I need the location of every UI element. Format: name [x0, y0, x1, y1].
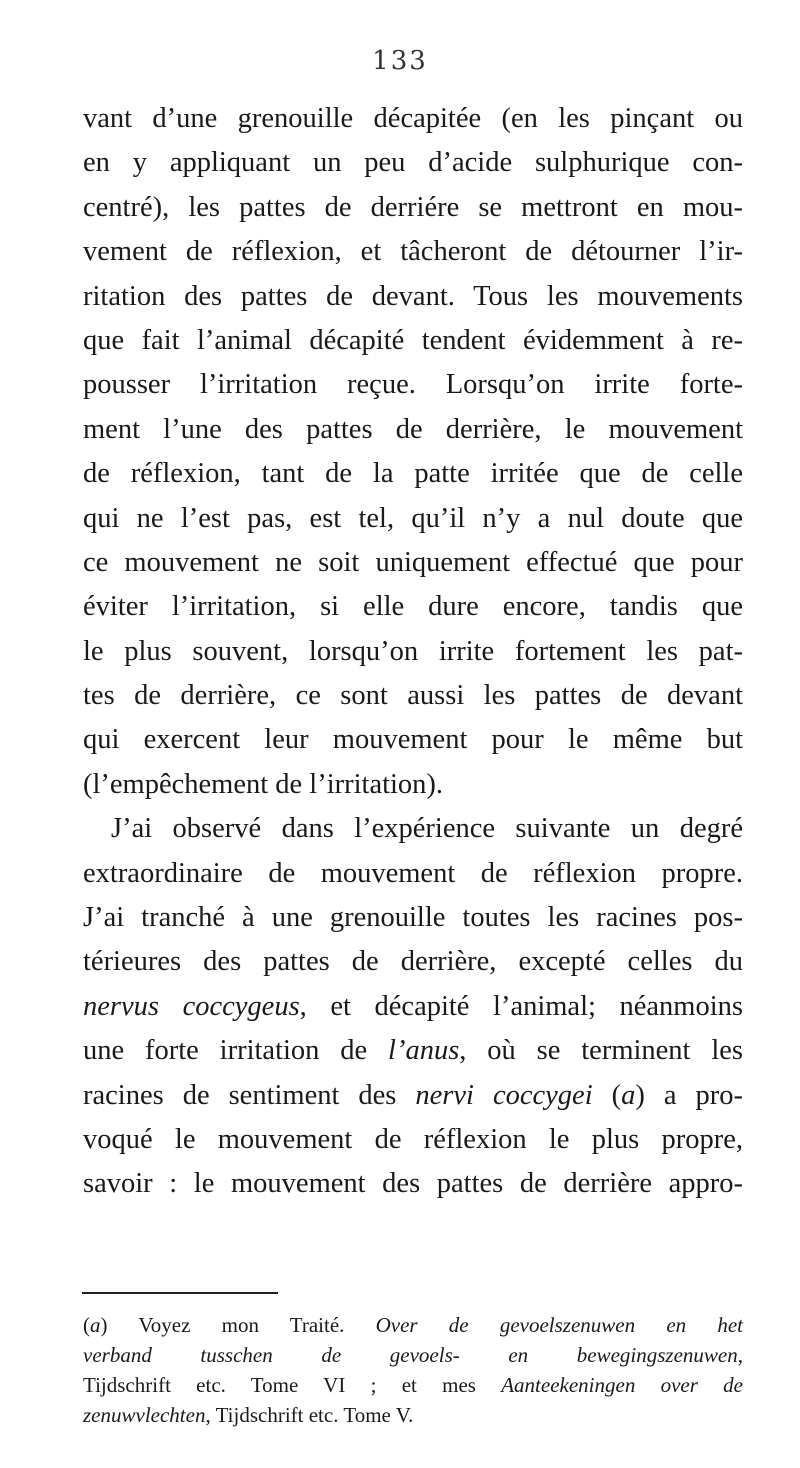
page-number: 133: [372, 46, 428, 76]
text-line: térieures des pattes de derrière, excepté celles du: [83, 946, 743, 978]
italic-term: l’anus: [388, 1035, 460, 1067]
footnote-marker: a: [90, 1313, 101, 1337]
text-line: pousser l’irritation reçue. Lorsqu’on irrite forte-: [83, 369, 743, 401]
italic-title: Over de gevoelszenuwen en het: [375, 1313, 743, 1337]
text-line: ce mouvement ne soit uniquement effectué que pour: [83, 546, 743, 578]
text-line: vement de réflexion, et tâcheront de détourner l’ir-: [83, 236, 743, 268]
footnote-ref: a: [621, 1079, 636, 1111]
text-line: qui exercent leur mouvement pour le même but: [83, 724, 743, 756]
footnote-line: [83, 1370, 743, 1400]
text-segment: racines de sentiment des: [83, 1079, 416, 1111]
text-line: qui ne l’est pas, est tel, qu’il n’y a nul doute que: [83, 502, 743, 534]
text-segment: ) Voyez mon Traité.: [100, 1313, 376, 1337]
italic-term: nervi coccygei: [415, 1079, 593, 1111]
text-line: que fait l’animal décapité tendent évidemment à re-: [83, 324, 743, 356]
text-line: [83, 1074, 743, 1118]
text-segment: Tijdschrift etc. Tome VI ; et mes: [83, 1373, 502, 1397]
footnote-line: [83, 1400, 743, 1430]
body-text: [83, 97, 743, 1207]
text-line: en y appliquant un peu d’acide sulphurique con-: [83, 147, 743, 179]
footnote-divider: [82, 1292, 278, 1294]
text-segment: (: [592, 1079, 622, 1111]
text-segment: une forte irritation de: [83, 1035, 389, 1067]
text-segment: ,: [737, 1343, 743, 1367]
text-line: ment l’une des pattes de derrière, le mouvement: [83, 413, 743, 445]
text-line: le plus souvent, lorsqu’on irrite fortement les pat-: [83, 635, 743, 667]
footnote: [83, 1310, 743, 1430]
text-line: (l’empêchement de l’irritation).: [83, 768, 444, 800]
text-segment: , Tijdschrift etc. Tome V.: [205, 1403, 414, 1427]
text-line: ritation des pattes de devant. Tous les mouvements: [83, 280, 743, 312]
italic-title: Aanteekeningen over de: [501, 1373, 743, 1397]
text-line: J’ai tranché à une grenouille toutes les racines pos-: [83, 902, 743, 934]
text-line: J’ai observé dans l’expérience suivante un degré: [111, 813, 743, 845]
italic-title: verband tusschen de gevoels- en bewegingszenuwen: [83, 1343, 738, 1367]
italic-title: zenuwvlechten: [83, 1403, 206, 1427]
text-segment: , où se terminent les: [459, 1035, 743, 1067]
footnote-line: [83, 1340, 743, 1370]
footnote-line: [83, 1310, 743, 1340]
text-line: extraordinaire de mouvement de réflexion propre.: [83, 857, 743, 889]
text-line: [83, 985, 743, 1029]
text-segment: ) a pro-: [635, 1079, 744, 1111]
text-segment: , et décapité l’animal; néanmoins: [299, 990, 743, 1022]
italic-term: nervus coccygeus: [83, 990, 300, 1022]
text-segment: (: [83, 1313, 90, 1337]
text-line: vant d’une grenouille décapitée (en les pinçant ou: [83, 103, 743, 134]
text-line: de réflexion, tant de la patte irritée que de celle: [83, 458, 743, 490]
text-line: savoir : le mouvement des pattes de derrière appro-: [83, 1168, 743, 1200]
text-line: voqué le mouvement de réflexion le plus propre,: [83, 1123, 743, 1155]
text-line: [83, 1029, 743, 1073]
text-line: tes de derrière, ce sont aussi les pattes de devant: [83, 680, 743, 712]
text-line: éviter l’irritation, si elle dure encore, tandis que: [83, 591, 743, 623]
text-line: centré), les pattes de derriére se mettront en mou-: [83, 191, 743, 223]
